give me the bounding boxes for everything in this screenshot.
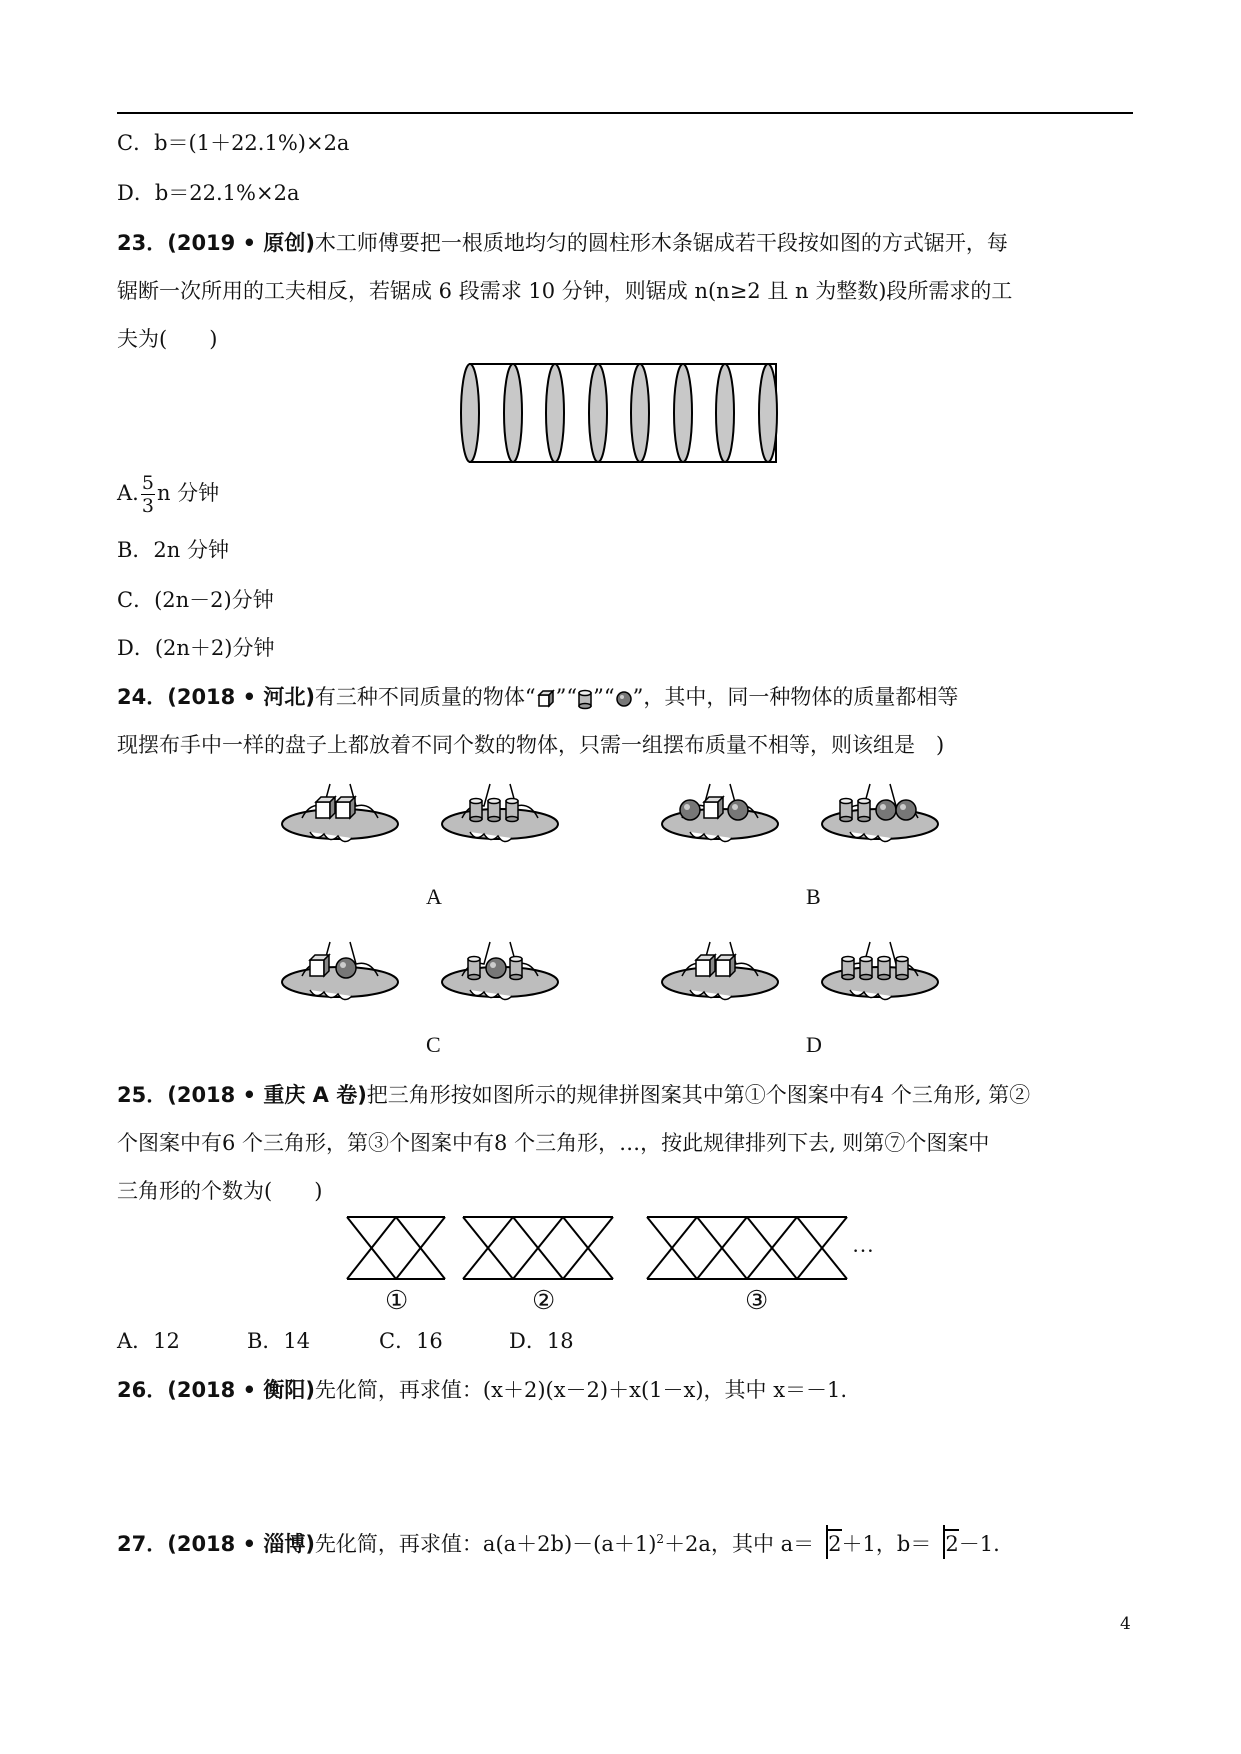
q27-number: 27． [117, 1532, 168, 1556]
q23-option-a-fraction [141, 472, 155, 517]
q23-line3: 夫为( ) [117, 327, 218, 351]
q25-figure-label-3: ③ [745, 1286, 769, 1315]
q24-label-c: C [426, 1032, 441, 1057]
q25-figure-label-1: ① [385, 1286, 409, 1315]
q23-number: 23． [117, 231, 168, 255]
q24-plates-figure [280, 772, 960, 1072]
q25-line3: 三角形的个数为( ) [117, 1179, 323, 1203]
q24-number: 24． [117, 685, 168, 709]
q25-triangle-patterns [345, 1215, 845, 1281]
q24-label-a: A [426, 884, 442, 909]
q25-number: 25． [117, 1083, 168, 1107]
q25-line1 [117, 1080, 1030, 1110]
q23-wood-figure [460, 362, 790, 466]
q23-line1 [117, 228, 1008, 258]
q24-source: (2018 • 河北) [167, 685, 315, 709]
q23-option-c: C．(2n－2)分钟 [117, 588, 274, 612]
header-rule [117, 112, 1133, 114]
q27-text-c: ＋1，b＝ [841, 1532, 932, 1556]
q25-option-a: A．12 [117, 1329, 180, 1353]
q26-source: (2018 • 衡阳) [167, 1378, 315, 1402]
plate-a-right [442, 784, 558, 842]
q24-text-b: ”“ [555, 685, 578, 709]
q26-line [117, 1375, 847, 1405]
q24-line2: 现摆布手中一样的盘子上都放着不同个数的物体，只需一组摆布质量不相等，则该组是 ) [117, 733, 945, 757]
sqrt-symbol-1 [814, 1529, 841, 1559]
plate-d-right [822, 942, 938, 1000]
fraction-numerator: 5 [141, 472, 154, 494]
page-number: 4 [1120, 1614, 1131, 1634]
q23-option-d: D．(2n＋2)分钟 [117, 636, 275, 660]
plate-d-left [662, 942, 778, 1000]
q23-option-a [117, 472, 219, 517]
q25-line2: 个图案中有6 个三角形，第③个图案中有8 个三角形，…，按此规律排列下去, 则第⑦个图案中 [117, 1131, 990, 1155]
q25-option-c: C．16 [379, 1329, 443, 1353]
q27-text-b: ＋2a，其中 a＝ [664, 1532, 815, 1556]
q23-option-a-suffix: n 分钟 [156, 481, 220, 505]
q26-text: 先化简，再求值：(x＋2)(x－2)＋x(1－x)，其中 x＝－1. [314, 1378, 848, 1402]
q22-option-d: D．b＝22.1%×2a [117, 181, 300, 205]
q23-text-1: 木工师傅要把一根质地均匀的圆柱形木条锯成若干段按如图的方式锯开，每 [314, 231, 1008, 255]
q24-label-b: B [806, 884, 821, 909]
plate-b-left [662, 784, 778, 842]
q24-text-c: ”“ [593, 685, 615, 709]
cylinder-icon [577, 689, 593, 709]
q24-text-d: ”，其中，同一种物体的质量都相等 [632, 685, 959, 709]
cube-icon [536, 689, 556, 709]
q25-figure-label-2: ② [532, 1286, 556, 1315]
q23-source: (2019 • 原创) [167, 231, 315, 255]
q25-ellipsis: … [852, 1232, 874, 1257]
q25-option-b: B．14 [247, 1329, 311, 1353]
q25-source: (2018 • 重庆 A 卷) [167, 1083, 367, 1107]
q24-text-a: 有三种不同质量的物体“ [314, 685, 536, 709]
q27-text-d: －1. [958, 1532, 1000, 1556]
q27-exponent: 2 [656, 1532, 665, 1546]
plate-c-right [442, 942, 558, 1000]
sphere-icon [615, 690, 633, 708]
plate-a-left [282, 784, 398, 842]
q22-option-c: C．b＝(1＋22.1%)×2a [117, 131, 350, 155]
q24-label-d: D [806, 1032, 822, 1057]
q27-source: (2018 • 淄博) [167, 1532, 315, 1556]
q23-line2: 锯断一次所用的工夫相反，若锯成 6 段需求 10 分钟，则锯成 n(n≥2 且 n 为整数)段所需求的工 [117, 279, 1013, 303]
q23-option-a-prefix: A. [117, 481, 139, 505]
q26-number: 26． [117, 1378, 168, 1402]
q27-text-a: 先化简，再求值：a(a＋2b)－(a＋1) [314, 1532, 657, 1556]
q25-option-d: D．18 [509, 1329, 574, 1353]
q24-line1 [117, 682, 958, 712]
q27-line [117, 1524, 1000, 1559]
q25-options [117, 1326, 574, 1356]
plate-b-right [822, 784, 938, 842]
q25-text-1: 把三角形按如图所示的规律拼图案其中第①个图案中有4 个三角形, 第② [366, 1083, 1031, 1107]
q23-option-b: B．2n 分钟 [117, 538, 229, 562]
q27-radicand-2: 2 [945, 1529, 958, 1556]
q27-radicand-1: 2 [828, 1529, 841, 1556]
fraction-denominator: 3 [141, 495, 154, 517]
plate-c-left [282, 942, 398, 1000]
sqrt-symbol-2 [931, 1529, 958, 1559]
